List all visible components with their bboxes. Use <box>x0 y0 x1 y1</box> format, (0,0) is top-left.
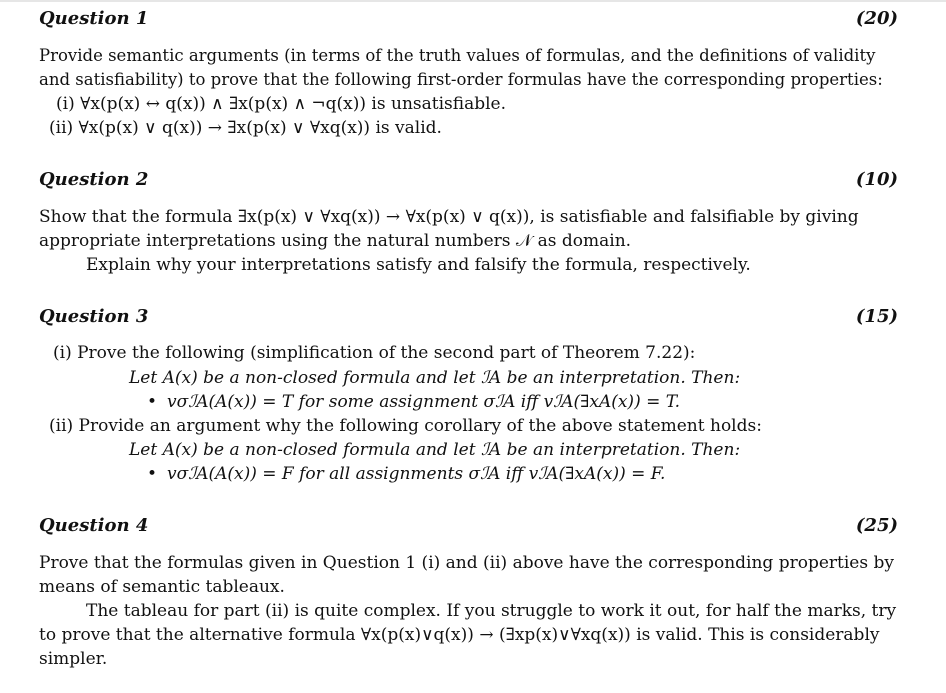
q3-title: Question 3 <box>39 306 149 327</box>
q3-part-1-bullet-text: vσℐA(A(x)) = T for some assignment σℐA iff vℐA(∃xA(x)) = T. <box>167 392 680 412</box>
q4-title: Question 4 <box>39 515 149 536</box>
q1-title: Question 1 <box>39 8 149 29</box>
q1-points: (20) <box>855 8 898 29</box>
q4-points: (25) <box>855 515 898 536</box>
q3-part-1-let: Let A(x) be a non-closed formula and let ℐA be an interpretation. Then: <box>129 368 741 388</box>
q4-line-2: means of semantic tableaux. <box>39 577 285 597</box>
q1-header <box>39 8 898 34</box>
q3-points: (15) <box>855 306 898 327</box>
q3-part-2-bullet-text: vσℐA(A(x)) = F for all assignments σℐA iff vℐA(∃xA(x)) = F. <box>167 464 666 484</box>
q4-line-3: The tableau for part (ii) is quite complex. If you struggle to work it out, for half the marks, try <box>86 601 897 621</box>
q2-line-1: Show that the formula ∃x(p(x) ∨ ∀xq(x)) → ∀x(p(x) ∨ q(x)), is satisfiable and falsifiable by giving <box>39 207 859 227</box>
q1-line-2: and satisfiability) to prove that the following first-order formulas have the corresponding properties: <box>39 70 883 89</box>
q3-part-2: (ii) Provide an argument why the following corollary of the above statement holds: <box>49 416 762 436</box>
bullet-icon: • <box>147 464 158 484</box>
q2-points: (10) <box>855 169 898 190</box>
q3-header <box>39 306 898 332</box>
q2-header <box>39 169 898 195</box>
q2-line-3: Explain why your interpretations satisfy and falsify the formula, respectively. <box>86 255 751 275</box>
q3-part-1-bullet <box>147 392 680 412</box>
q3-part-2-bullet <box>147 464 665 484</box>
q1-item-2: (ii) ∀x(p(x) ∨ q(x)) → ∃x(p(x) ∨ ∀xq(x)) is valid. <box>49 118 442 138</box>
q1-line-1: Provide semantic arguments (in terms of the truth values of formulas, and the definitions of validity <box>39 46 876 65</box>
q1-item-1: (i) ∀x(p(x) ↔ q(x)) ∧ ∃x(p(x) ∧ ¬q(x)) is unsatisfiable. <box>56 94 507 114</box>
q4-header <box>39 515 898 541</box>
q3-part-2-let: Let A(x) be a non-closed formula and let ℐA be an interpretation. Then: <box>129 440 741 460</box>
top-rule <box>0 0 946 2</box>
bullet-icon: • <box>147 392 158 412</box>
q4-line-5: simpler. <box>39 649 108 669</box>
q2-line-2: appropriate interpretations using the natural numbers 𝒩 as domain. <box>39 231 632 251</box>
q3-part-1: (i) Prove the following (simplification of the second part of Theorem 7.22): <box>53 343 696 363</box>
q4-line-1: Prove that the formulas given in Question 1 (i) and (ii) above have the corresponding properties by <box>39 553 894 573</box>
q4-line-4: to prove that the alternative formula ∀x(p(x)∨q(x)) → (∃xp(x)∨∀xq(x)) is valid. This is considerably <box>39 625 880 645</box>
q2-title: Question 2 <box>39 169 149 190</box>
